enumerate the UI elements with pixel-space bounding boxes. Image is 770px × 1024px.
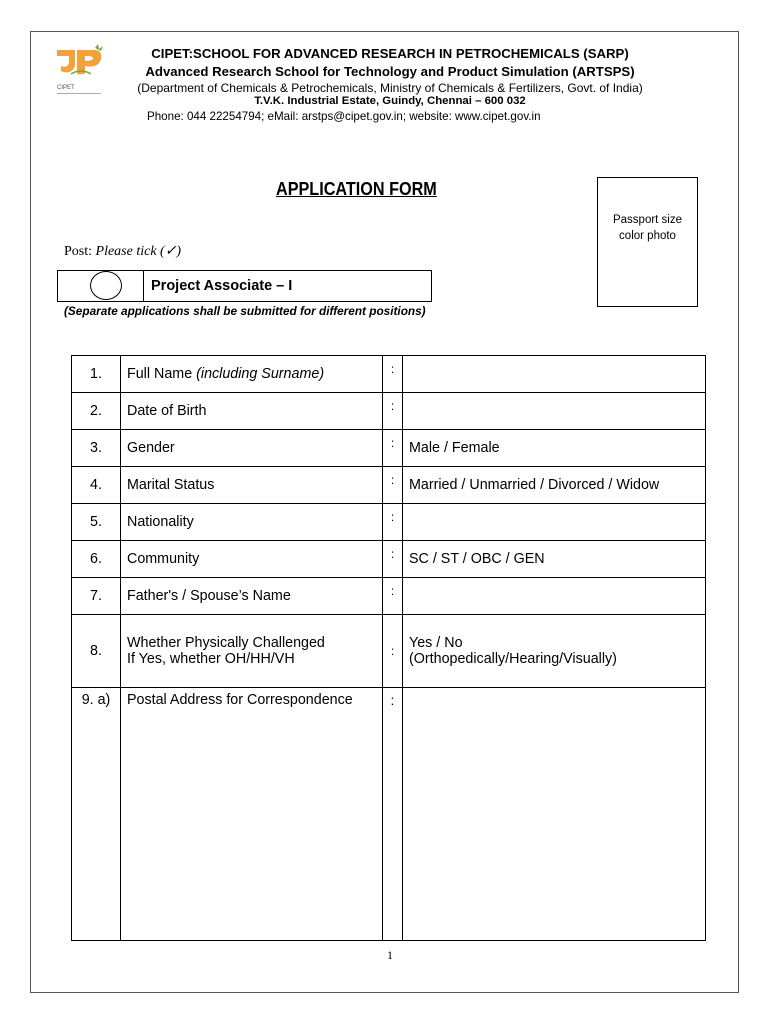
form-title: APPLICATION FORM — [276, 179, 437, 199]
physically-challenged-field[interactable]: Yes / No (Orthopedically/Hearing/Visually) — [403, 615, 706, 688]
row-colon: : — [383, 541, 403, 578]
row-number: 5. — [72, 504, 121, 541]
post-option-label: Project Associate – I — [151, 278, 293, 294]
row-colon: : — [383, 578, 403, 615]
separate-applications-note: (Separate applications shall be submitted for different positions) — [64, 304, 426, 318]
post-hint: Please tick (✓) — [95, 244, 182, 259]
row-number: 9. a) — [72, 688, 121, 941]
date-of-birth-field[interactable] — [403, 393, 706, 430]
table-row — [72, 504, 706, 541]
cipet-logo — [51, 44, 107, 100]
photo-label-line1: Passport size — [612, 214, 683, 226]
row-number: 6. — [72, 541, 121, 578]
row-number: 2. — [72, 393, 121, 430]
row-label: Postal Address for Correspondence — [121, 688, 383, 941]
row-label: Gender — [121, 430, 383, 467]
row-label: Community — [121, 541, 383, 578]
svg-text:CIPET: CIPET — [57, 85, 75, 91]
post-label: Post: — [64, 244, 93, 259]
row-colon: : — [383, 467, 403, 504]
tick-circle-icon[interactable] — [90, 271, 122, 300]
nationality-field[interactable] — [403, 504, 706, 541]
row-colon: : — [383, 356, 403, 393]
postal-address-field[interactable] — [403, 688, 706, 941]
table-row — [72, 356, 706, 393]
post-tick-cell[interactable] — [58, 271, 144, 301]
row-colon: : — [383, 615, 403, 688]
school-name: Advanced Research School for Technology and Product Simulation (ARTSPS) — [145, 64, 635, 79]
address-line: T.V.K. Industrial Estate, Guindy, Chennai – 600 032 — [254, 95, 526, 107]
post-option-row — [57, 270, 432, 302]
community-field[interactable]: SC / ST / OBC / GEN — [403, 541, 706, 578]
full-name-field[interactable] — [403, 356, 706, 393]
post-line — [64, 243, 181, 260]
row-label: Full Name (including Surname) — [121, 356, 383, 393]
row-label: Marital Status — [121, 467, 383, 504]
row-colon: : — [383, 688, 403, 941]
table-row — [72, 541, 706, 578]
marital-status-field[interactable]: Married / Unmarried / Divorced / Widow — [403, 467, 706, 504]
table-row — [72, 615, 706, 688]
row-number: 7. — [72, 578, 121, 615]
institute-name: CIPET:SCHOOL FOR ADVANCED RESEARCH IN PETROCHEMICALS (SARP) — [151, 46, 629, 61]
passport-photo-box[interactable] — [597, 177, 698, 307]
row-label: Nationality — [121, 504, 383, 541]
row-colon: : — [383, 430, 403, 467]
row-label: Father's / Spouse’s Name — [121, 578, 383, 615]
gender-field[interactable]: Male / Female — [403, 430, 706, 467]
contact-line: Phone: 044 22254794; eMail: arstps@cipet.gov.in; website: www.cipet.gov.in — [147, 110, 541, 123]
table-row — [72, 688, 706, 941]
row-label: Date of Birth — [121, 393, 383, 430]
row-colon: : — [383, 504, 403, 541]
table-row — [72, 430, 706, 467]
row-label: Whether Physically Challenged If Yes, whether OH/HH/VH — [121, 615, 383, 688]
row-number: 1. — [72, 356, 121, 393]
table-row — [72, 578, 706, 615]
row-number: 3. — [72, 430, 121, 467]
row-number: 4. — [72, 467, 121, 504]
department-line: (Department of Chemicals & Petrochemicals, Ministry of Chemicals & Fertilizers, Govt. of India) — [137, 81, 643, 95]
table-row — [72, 467, 706, 504]
father-spouse-name-field[interactable] — [403, 578, 706, 615]
page-number: 1 — [387, 948, 393, 962]
photo-label-line2: color photo — [619, 230, 676, 242]
row-number: 8. — [72, 615, 121, 688]
row-colon: : — [383, 393, 403, 430]
table-row — [72, 393, 706, 430]
applicant-details-table — [71, 355, 706, 941]
